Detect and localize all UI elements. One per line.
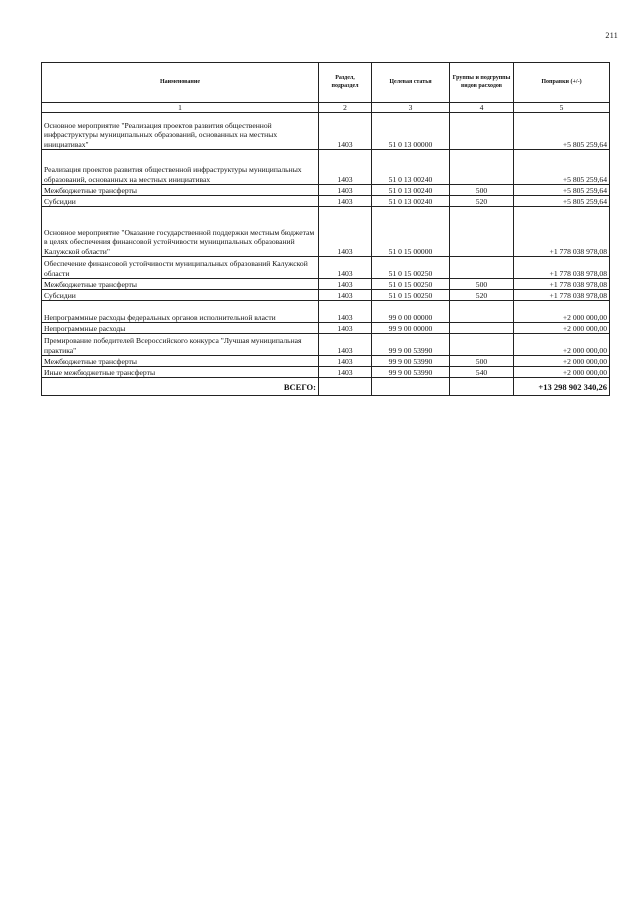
row-group: 500 — [450, 279, 514, 290]
row-target: 51 0 15 00250 — [372, 279, 450, 290]
table-row — [42, 185, 610, 196]
table-row — [42, 279, 610, 290]
row-section: 1403 — [319, 257, 372, 279]
row-target: 99 9 00 00000 — [372, 323, 450, 334]
table-row — [42, 207, 610, 257]
row-group — [450, 323, 514, 334]
header-amount: Поправки (+/-) — [514, 63, 610, 103]
row-amount: +1 778 038 978,08 — [514, 207, 610, 257]
row-name: Непрограммные расходы — [42, 323, 319, 334]
row-amount: +5 805 259,64 — [514, 196, 610, 207]
table-row — [42, 290, 610, 301]
row-target: 51 0 13 00240 — [372, 196, 450, 207]
row-name: Реализация проектов развития общественной инфраструктуры муниципальных образований, основанных на местных инициативах — [42, 150, 319, 185]
row-group — [450, 301, 514, 323]
total-amount: +13 298 902 340,26 — [514, 378, 610, 396]
row-name: Межбюджетные трансферты — [42, 185, 319, 196]
row-amount: +1 778 038 978,08 — [514, 279, 610, 290]
row-section: 1403 — [319, 323, 372, 334]
row-target: 51 0 15 00000 — [372, 207, 450, 257]
total-empty-cell — [450, 378, 514, 396]
row-group — [450, 207, 514, 257]
row-amount: +2 000 000,00 — [514, 367, 610, 378]
table-row — [42, 323, 610, 334]
column-number: 2 — [319, 103, 372, 113]
table-row — [42, 257, 610, 279]
table-row — [42, 367, 610, 378]
total-label: ВСЕГО: — [42, 378, 319, 396]
row-target: 51 0 15 00250 — [372, 257, 450, 279]
row-name: Премирование победителей Всероссийского конкурса "Лучшая муниципальная практика" — [42, 334, 319, 356]
table-row — [42, 356, 610, 367]
row-section: 1403 — [319, 279, 372, 290]
row-target: 99 0 00 00000 — [372, 301, 450, 323]
header-row — [42, 63, 610, 103]
row-group: 540 — [450, 367, 514, 378]
header-name: Наименование — [42, 63, 319, 103]
budget-table — [41, 62, 610, 396]
row-group — [450, 113, 514, 150]
row-group — [450, 334, 514, 356]
table-row — [42, 150, 610, 185]
table-row — [42, 334, 610, 356]
row-section: 1403 — [319, 113, 372, 150]
row-name: Субсидии — [42, 290, 319, 301]
row-group — [450, 257, 514, 279]
row-name: Основное мероприятие "Реализация проектов развития общественной инфраструктуры муниципальных образований, основанных на местных инициативах" — [42, 113, 319, 150]
row-amount: +2 000 000,00 — [514, 301, 610, 323]
table-row — [42, 113, 610, 150]
row-amount: +2 000 000,00 — [514, 334, 610, 356]
total-row — [42, 378, 610, 396]
row-name: Основное мероприятие "Оказание государственной поддержки местным бюджетам в целях обеспечения финансовой устойчивости муниципальных образований Калужской области" — [42, 207, 319, 257]
table-row — [42, 196, 610, 207]
column-number: 3 — [372, 103, 450, 113]
row-amount: +2 000 000,00 — [514, 356, 610, 367]
column-number: 5 — [514, 103, 610, 113]
row-target: 51 0 13 00000 — [372, 113, 450, 150]
table-row — [42, 301, 610, 323]
row-name: Межбюджетные трансферты — [42, 356, 319, 367]
row-group: 520 — [450, 290, 514, 301]
row-name: Непрограммные расходы федеральных органов исполнительной власти — [42, 301, 319, 323]
header-groups: Группы и подгруппы видов расходов — [450, 63, 514, 103]
row-section: 1403 — [319, 367, 372, 378]
row-amount: +1 778 038 978,08 — [514, 290, 610, 301]
row-target: 99 9 00 53990 — [372, 367, 450, 378]
total-empty-cell — [319, 378, 372, 396]
row-target: 51 0 13 00240 — [372, 150, 450, 185]
row-section: 1403 — [319, 334, 372, 356]
row-name: Иные межбюджетные трансферты — [42, 367, 319, 378]
row-target: 99 9 00 53990 — [372, 356, 450, 367]
row-amount: +1 778 038 978,08 — [514, 257, 610, 279]
row-section: 1403 — [319, 290, 372, 301]
row-group: 500 — [450, 185, 514, 196]
row-amount: +5 805 259,64 — [514, 150, 610, 185]
row-group — [450, 150, 514, 185]
row-section: 1403 — [319, 207, 372, 257]
row-target: 51 0 13 00240 — [372, 185, 450, 196]
row-section: 1403 — [319, 356, 372, 367]
row-group: 500 — [450, 356, 514, 367]
total-empty-cell — [372, 378, 450, 396]
row-amount: +5 805 259,64 — [514, 185, 610, 196]
row-group: 520 — [450, 196, 514, 207]
column-number: 4 — [450, 103, 514, 113]
page-number: 211 — [605, 31, 618, 40]
row-name: Обеспечение финансовой устойчивости муниципальных образований Калужской области — [42, 257, 319, 279]
row-target: 99 9 00 53990 — [372, 334, 450, 356]
row-section: 1403 — [319, 196, 372, 207]
row-section: 1403 — [319, 150, 372, 185]
row-section: 1403 — [319, 185, 372, 196]
header-section: Раздел, подраздел — [319, 63, 372, 103]
row-target: 51 0 15 00250 — [372, 290, 450, 301]
column-number-row — [42, 103, 610, 113]
column-number: 1 — [42, 103, 319, 113]
header-target: Целевая статья — [372, 63, 450, 103]
row-section: 1403 — [319, 301, 372, 323]
row-amount: +2 000 000,00 — [514, 323, 610, 334]
row-name: Субсидии — [42, 196, 319, 207]
row-amount: +5 805 259,64 — [514, 113, 610, 150]
row-name: Межбюджетные трансферты — [42, 279, 319, 290]
